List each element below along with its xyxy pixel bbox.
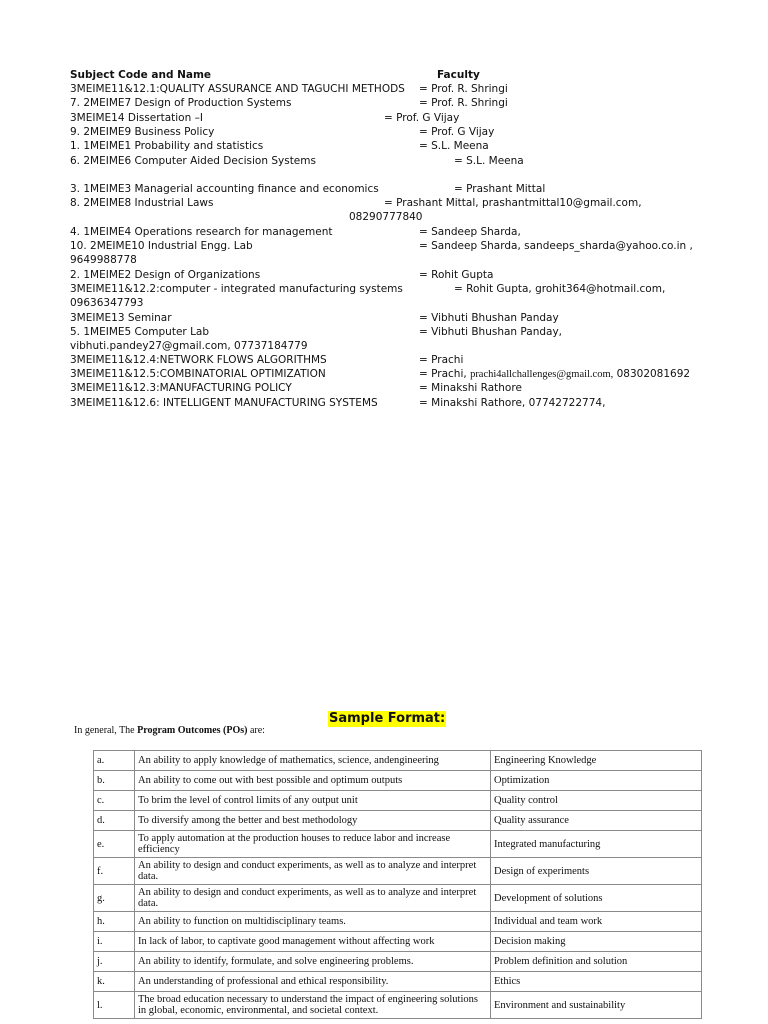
outcome-id: k. (94, 972, 135, 992)
faculty-entry: = S.L. Meena (419, 140, 489, 152)
subject-entry: 3MEIME14 Dissertation –I (70, 112, 203, 124)
outcome-label: Engineering Knowledge (491, 751, 702, 771)
outcome-text: An ability to function on multidisciplinary teams. (135, 912, 491, 932)
program-outcomes-table (93, 750, 702, 1019)
outcome-text: In lack of labor, to captivate good management without affecting work (135, 932, 491, 952)
subject-column-header: Subject Code and Name (70, 69, 212, 81)
subject-entry: 3MEIME13 Seminar (70, 312, 172, 324)
outcome-text: An ability to identify, formulate, and solve engineering problems. (135, 952, 491, 972)
faculty-entry: = Prof. G Vijay (419, 126, 495, 138)
outcome-id: e. (94, 831, 135, 858)
table-row (94, 992, 702, 1019)
table-row (94, 932, 702, 952)
subject-entry: 5. 1MEIME5 Computer Lab (70, 326, 210, 338)
faculty-entry: = Vibhuti Bhushan Panday, (419, 326, 563, 338)
subject-entry: 3MEIME11&12.6: INTELLIGENT MANUFACTURING SYSTEMS (70, 397, 378, 409)
subject-entry: 8. 2MEIME8 Industrial Laws (70, 197, 214, 209)
outcome-text: To diversify among the better and best methodology (135, 811, 491, 831)
table-row (94, 858, 702, 885)
subject-entry: 4. 1MEIME4 Operations research for management (70, 226, 333, 238)
outcome-label: Optimization (491, 771, 702, 791)
table-row (94, 771, 702, 791)
faculty-entry: = Prachi (419, 354, 464, 366)
subject-entry: 3MEIME11&12.3:MANUFACTURING POLICY (70, 382, 292, 394)
faculty-column-header: Faculty (437, 69, 480, 81)
faculty-entry: = S.L. Meena (454, 155, 524, 167)
outcome-label: Design of experiments (491, 858, 702, 885)
table-row (94, 831, 702, 858)
faculty-entry: = Vibhuti Bhushan Panday (419, 312, 559, 324)
table-row (94, 952, 702, 972)
program-outcomes-term: Program Outcomes (POs) (137, 725, 248, 736)
faculty-entry-continued: 08290777840 (349, 211, 423, 223)
outcome-label: Individual and team work (491, 912, 702, 932)
outcome-text: The broad education necessary to understand the impact of engineering solutions in global, economic, environmental, and societal context. (135, 992, 491, 1019)
outcome-id: g. (94, 885, 135, 912)
outcome-id: h. (94, 912, 135, 932)
faculty-entry: = Prachi, prachi4allchallenges@gmail.com, 08302081692 (419, 368, 691, 380)
subject-entry: 10. 2MEIME10 Industrial Engg. Lab (70, 240, 253, 252)
outcome-text: An ability to come out with best possible and optimum outputs (135, 771, 491, 791)
outcome-label: Problem definition and solution (491, 952, 702, 972)
subject-entry: 3MEIME11&12.2:computer - integrated manufacturing systems (70, 283, 403, 295)
table-row (94, 912, 702, 932)
subject-entry: 6. 2MEIME6 Computer Aided Decision Systems (70, 155, 316, 167)
outcome-label: Integrated manufacturing (491, 831, 702, 858)
outcome-text: An ability to design and conduct experiments, as well as to analyze and interpret data. (135, 885, 491, 912)
faculty-entry: = Minakshi Rathore (419, 382, 522, 394)
subject-entry-continued: vibhuti.pandey27@gmail.com, 07737184779 (70, 340, 308, 352)
subject-entry: 3. 1MEIME3 Managerial accounting finance and economics (70, 183, 379, 195)
outcome-text: To brim the level of control limits of any output unit (135, 791, 491, 811)
subject-entry: 3MEIME11&12.4:NETWORK FLOWS ALGORITHMS (70, 354, 327, 366)
faculty-entry: = Minakshi Rathore, 07742722774, (419, 397, 606, 409)
table-row (94, 885, 702, 912)
outcome-text: An ability to apply knowledge of mathematics, science, andengineering (135, 751, 491, 771)
subject-entry: 9. 2MEIME9 Business Policy (70, 126, 215, 138)
outcome-text: An ability to design and conduct experiments, as well as to analyze and interpret data. (135, 858, 491, 885)
outcome-id: a. (94, 751, 135, 771)
outcome-id: c. (94, 791, 135, 811)
outcome-id: i. (94, 932, 135, 952)
subject-entry-continued: 9649988778 (70, 254, 137, 266)
faculty-entry: = Prof. R. Shringi (419, 83, 508, 95)
outcome-id: l. (94, 992, 135, 1019)
subject-entry-continued: 09636347793 (70, 297, 144, 309)
sample-format-title: Sample Format: (329, 711, 446, 726)
faculty-entry: = Rohit Gupta, grohit364@hotmail.com, (454, 283, 666, 295)
table-row (94, 791, 702, 811)
outcome-id: j. (94, 952, 135, 972)
subject-entry: 3MEIME11&12.5:COMBINATORIAL OPTIMIZATION (70, 368, 326, 380)
subject-entry: 2. 1MEIME2 Design of Organizations (70, 269, 261, 281)
faculty-entry: = Sandeep Sharda, (419, 226, 521, 238)
faculty-entry: = Prashant Mittal (454, 183, 546, 195)
subject-entry: 3MEIME11&12.1:QUALITY ASSURANCE AND TAGUCHI METHODS (70, 83, 405, 95)
outcome-text: An understanding of professional and ethical responsibility. (135, 972, 491, 992)
faculty-entry: = Rohit Gupta (419, 269, 494, 281)
outcome-label: Development of solutions (491, 885, 702, 912)
faculty-email: prachi4allchallenges@gmail.com, (470, 369, 614, 380)
faculty-entry: = Prashant Mittal, prashantmittal10@gmail.com, (384, 197, 642, 209)
faculty-entry: = Prof. R. Shringi (419, 97, 508, 109)
table-row (94, 751, 702, 771)
outcome-label: Decision making (491, 932, 702, 952)
table-row (94, 972, 702, 992)
program-outcomes-intro: In general, The Program Outcomes (POs) are: (74, 725, 265, 736)
outcome-id: d. (94, 811, 135, 831)
faculty-entry: = Sandeep Sharda, sandeeps_sharda@yahoo.co.in , (419, 240, 693, 252)
outcome-label: Quality control (491, 791, 702, 811)
outcome-label: Ethics (491, 972, 702, 992)
outcome-label: Environment and sustainability (491, 992, 702, 1019)
outcome-id: b. (94, 771, 135, 791)
faculty-entry: = Prof. G Vijay (384, 112, 460, 124)
outcome-label: Quality assurance (491, 811, 702, 831)
subject-entry: 7. 2MEIME7 Design of Production Systems (70, 97, 292, 109)
table-row (94, 811, 702, 831)
outcome-text: To apply automation at the production houses to reduce labor and increase efficiency (135, 831, 491, 858)
outcome-id: f. (94, 858, 135, 885)
subject-entry: 1. 1MEIME1 Probability and statistics (70, 140, 264, 152)
